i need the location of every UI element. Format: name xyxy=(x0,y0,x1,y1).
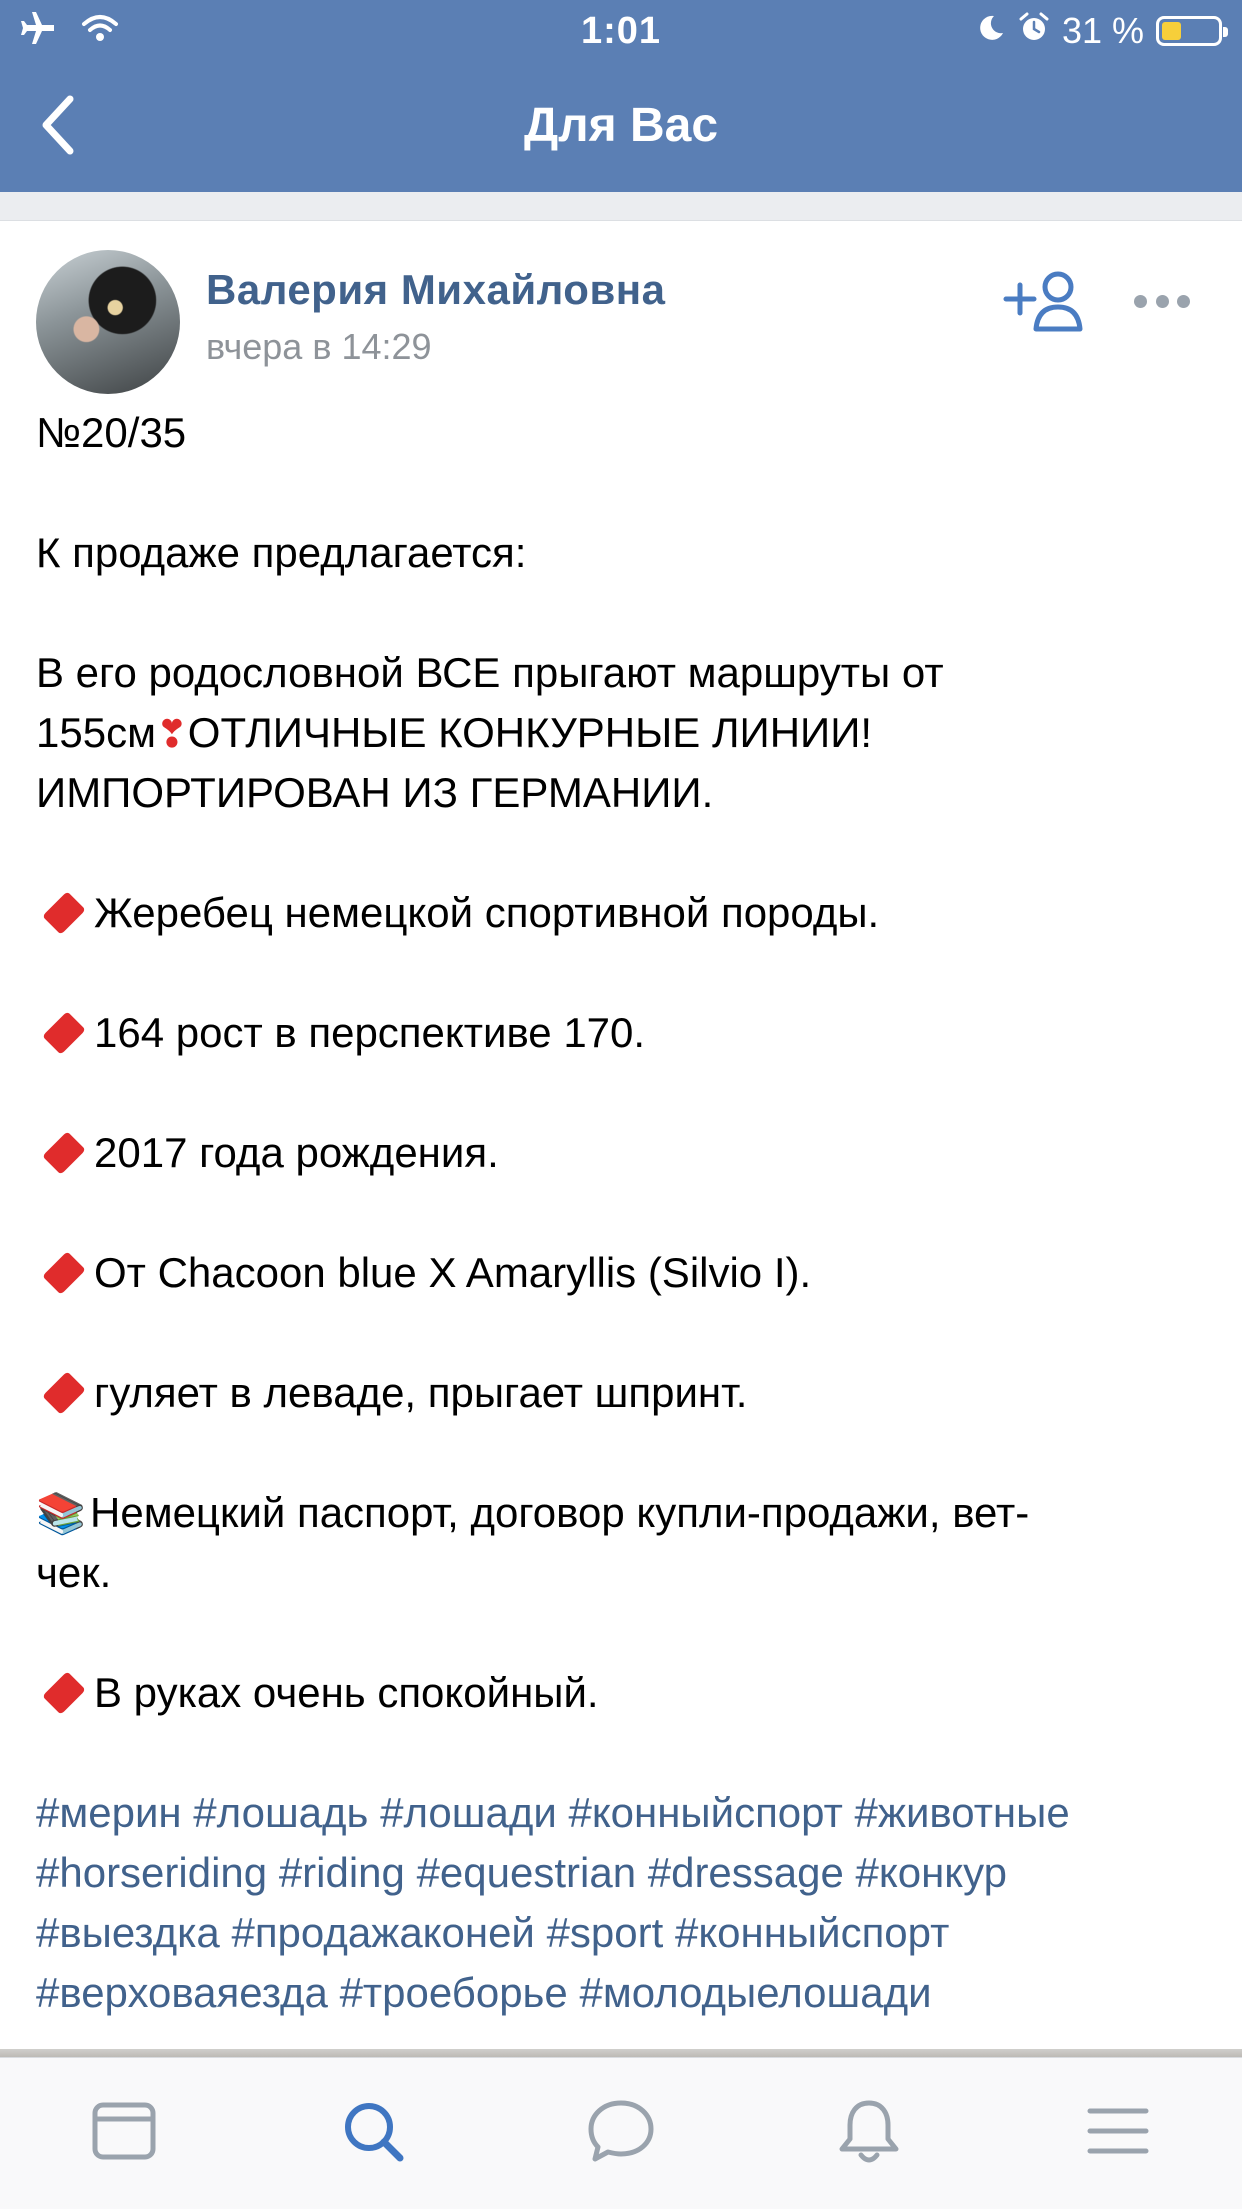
tab-notifications[interactable] xyxy=(745,2058,993,2209)
books-icon: 📚 xyxy=(36,1492,86,1536)
search-tab-icon xyxy=(338,2096,408,2171)
bullet-text: 164 рост в перспективе 170. xyxy=(94,1009,646,1056)
news-tab-icon xyxy=(89,2099,159,2168)
tab-messages[interactable] xyxy=(497,2058,745,2209)
bullet-text: 2017 года рождения. xyxy=(94,1129,499,1176)
bullet-line xyxy=(36,1663,1216,1723)
battery-level xyxy=(1162,22,1181,40)
post-line: ИМПОРТИРОВАН ИЗ ГЕРМАНИИ. xyxy=(36,769,714,816)
page-title: Для Вас xyxy=(523,99,719,152)
nav-bar xyxy=(0,64,1242,192)
blank-line xyxy=(36,1063,1216,1123)
bullet-line xyxy=(36,1483,1216,1543)
battery-tip xyxy=(1223,27,1228,37)
post-line: В его родословной ВСЕ прыгают маршруты от xyxy=(36,649,944,696)
blank-line xyxy=(36,1303,1216,1363)
post-line xyxy=(36,703,1216,763)
red-diamond-icon xyxy=(42,891,85,934)
bullet-line xyxy=(36,1003,1216,1063)
blank-line xyxy=(36,1723,1216,1783)
more-dot-icon xyxy=(1177,295,1190,308)
red-diamond-icon xyxy=(42,1671,85,1714)
bullet-line xyxy=(36,1363,1216,1423)
feed-separator xyxy=(0,192,1242,221)
post-line-part: 155см xyxy=(36,709,156,756)
blank-line xyxy=(36,1183,1216,1243)
post-text xyxy=(36,403,1216,2023)
moon-icon xyxy=(976,10,1006,52)
top-bar xyxy=(0,0,1242,192)
add-friend-button[interactable] xyxy=(1002,267,1086,337)
bullet-text: Немецкий паспорт, договор купли-продажи, вет- xyxy=(90,1489,1030,1536)
hashtag-line[interactable]: #мерин #лошадь #лошади #конныйспорт #животные xyxy=(36,1789,1070,1836)
messages-tab-icon xyxy=(585,2097,657,2170)
hashtag-line[interactable]: #верховаяезда #троеборье #молодыелошади xyxy=(36,1969,932,2016)
red-diamond-icon xyxy=(42,1131,85,1174)
post-line: №20/35 xyxy=(36,409,187,456)
post-line-part: ОТЛИЧНЫЕ КОНКУРНЫЕ ЛИНИИ! xyxy=(187,709,873,756)
blank-line xyxy=(36,1423,1216,1483)
bullet-line xyxy=(36,1243,1216,1303)
blank-line xyxy=(36,823,1216,883)
add-friend-icon xyxy=(1002,324,1086,341)
more-dot-icon xyxy=(1156,295,1169,308)
bullet-text: От Chacoon blue X Amaryllis (Silvio I). xyxy=(94,1249,812,1296)
bullet-line xyxy=(36,883,1216,943)
avatar[interactable] xyxy=(36,250,180,394)
red-diamond-icon xyxy=(42,1011,85,1054)
tab-menu[interactable] xyxy=(994,2058,1242,2209)
more-dot-icon xyxy=(1134,295,1147,308)
bullet-text: В руках очень спокойный. xyxy=(94,1669,599,1716)
tab-search[interactable] xyxy=(248,2058,496,2209)
author-name[interactable]: Валерия Михайловна xyxy=(206,266,666,313)
notifications-tab-icon xyxy=(836,2095,902,2172)
battery-icon xyxy=(1156,16,1222,46)
status-bar xyxy=(0,0,1242,64)
alarm-icon xyxy=(1018,10,1050,52)
bullet-text: Жеребец немецкой спортивной породы. xyxy=(94,889,880,936)
tab-bar xyxy=(0,2057,1242,2209)
bullet-text: гуляет в леваде, прыгает шпринт. xyxy=(94,1369,748,1416)
blank-line xyxy=(36,583,1216,643)
blank-line xyxy=(36,943,1216,1003)
red-diamond-icon xyxy=(42,1371,85,1414)
hashtag-line[interactable]: #horseriding #riding #equestrian #dressage #конкур xyxy=(36,1849,1008,1896)
menu-tab-icon xyxy=(1086,2103,1150,2164)
more-options-button[interactable] xyxy=(1134,281,1190,321)
battery-percent: 31 % xyxy=(1061,10,1144,51)
photo-edge xyxy=(0,2049,1242,2057)
red-diamond-icon xyxy=(42,1251,85,1294)
blank-line xyxy=(36,1603,1216,1663)
hashtag-line[interactable]: #выездка #продажаконей #sport #конныйспорт xyxy=(36,1909,950,1956)
blank-line xyxy=(36,463,1216,523)
post-line: чек. xyxy=(36,1549,112,1596)
tab-news[interactable] xyxy=(0,2058,248,2209)
post-timestamp[interactable]: вчера в 14:29 xyxy=(206,326,432,367)
bullet-line xyxy=(36,1123,1216,1183)
status-right xyxy=(976,10,1222,52)
status-time: 1:01 xyxy=(580,10,662,52)
post-line: К продаже предлагается: xyxy=(36,529,527,576)
heart-exclamation-icon: ❣ xyxy=(155,714,188,756)
